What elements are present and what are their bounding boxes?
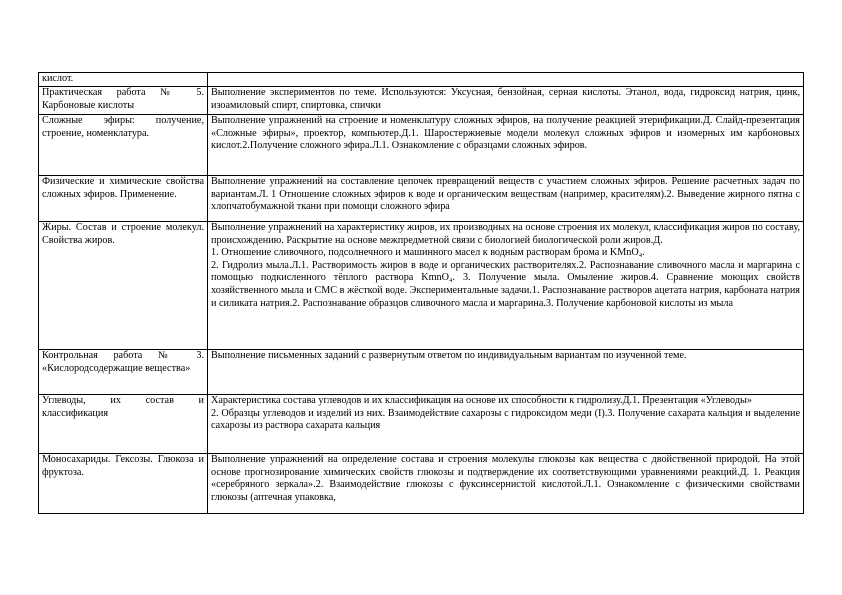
content-text: 2. Образцы углеводов и изделий из них. Взаимодействие сахарозы с гидроксидом меди (I).3. Получение сахарата кальция и выделение сахарозы из раствора сахарата кальция [211,407,800,432]
content-cell [208,454,804,514]
lesson-plan-table [38,72,804,514]
content-text: Выполнение упражнений на характеристику жиров, их производных на основе строения их молекул, классификация жиров по составу, происхождению. Раскрытие на основе межпредметной связи с биологией биологической роли жиров.Д. [211,222,800,246]
topic-cell [39,454,208,514]
table-row [39,115,804,176]
topic-cell [39,395,208,454]
content-cell [208,73,804,87]
topic-text: Сложные эфиры: получение, строение, номенклатура. [42,115,204,139]
topic-cell [39,176,208,222]
content-text: Выполнение экспериментов по теме. Используются: Уксусная, бензойная, серная кислоты. Этанол, вода, гидроксид натрия, цинк, изоамиловый спирт, спиртовка, спички [211,87,800,111]
topic-text: кислот. [42,73,74,84]
content-text: Выполнение упражнений на строение и номенклатуру сложных эфиров, на получение реакцией этерификации.Д. Слайд-презентация «Сложные эфиры», проектор, компьютер.Д.1. Шаростержневые модели молекул сложных эфиров и изомерных им карбоновых кислот.2.Получение сложного эфира.Л.1. Ознакомление с образцами сложных эфиров. [211,115,800,152]
content-text: 1. Отношение сливочного, подсолнечного и машинного масел к водным растворам брома и KMnO₄. [211,247,645,259]
content-text: Выполнение письменных заданий с развернутым ответом по индивидуальным вариантам по изученной теме. [211,350,687,361]
table-row [39,87,804,115]
table-row [39,222,804,350]
topic-cell [39,350,208,395]
topic-cell [39,222,208,350]
topic-text: Практическая работа № 5. Карбоновые кислоты [42,87,204,111]
content-text: Выполнение упражнений на составление цепочек превращений веществ с участием сложных эфиров. Решение расчетных задач по вариантам.Л. 1 Отношение сложных эфиров к воде и органическим веществам (например, красителям).2. Выведение жирного пятна с хлопчатобумажной ткани при помощи сложного эфира [211,176,800,213]
table-row [39,176,804,222]
content-text: Выполнение упражнений на определение состава и строения молекулы глюкозы как вещества с двойственной природой. На этой основе прогнозирование химических свойств глюкозы и подтверждение их соответствующими уравнениями реакций.Д. 1. Реакция «серебряного зеркала».2. Взаимодействие глюкозы с фуксинсернистой кислотой.Л.1. Ознакомление с физическими свойствами глюкозы (аптечная упаковка, [211,454,800,503]
content-cell [208,350,804,395]
table-row [39,395,804,454]
table-row [39,454,804,514]
topic-cell [39,115,208,176]
content-text: Характеристика состава углеводов и их классификация на основе их способности к гидролизу.Д.1. Презентация «Углеводы» [211,395,752,406]
topic-text: Моносахариды. Гексозы. Глюкоза и фруктоза. [42,454,204,478]
topic-cell [39,73,208,87]
topic-text: Физические и химические свойства сложных эфиров. Применение. [42,176,204,200]
topic-text: Контрольная работа № 3. «Кислородсодержащие вещества» [42,350,204,374]
content-cell [208,222,804,350]
content-cell [208,176,804,222]
content-cell [208,395,804,454]
topic-text: Углеводы, их состав и классификация [42,395,204,419]
content-cell [208,87,804,115]
content-text: 2. Гидролиз мыла.Л.1. Растворимость жиров в воде и органических растворителях.2. Распознавание сливочного масла и маргарина с помощью подкисленного тёплого раствора KmnO₄. 3. Получение мыла. Омыление жиров.4. Сравнение моющих свойств хозяйственного мыла и СМС в жёсткой воде. Экспериментальные задачи.1. Распознавание растворов ацетата натрия, карбоната натрия и силиката натрия.2. Распознавание образцов сливочного масла и маргарина.3. Получение карбоновой кислоты из мыла [211,259,800,309]
topic-cell [39,87,208,115]
table-row [39,73,804,87]
topic-text: Жиры. Состав и строение молекул. Свойства жиров. [42,222,204,246]
content-cell [208,115,804,176]
table-row [39,350,804,395]
